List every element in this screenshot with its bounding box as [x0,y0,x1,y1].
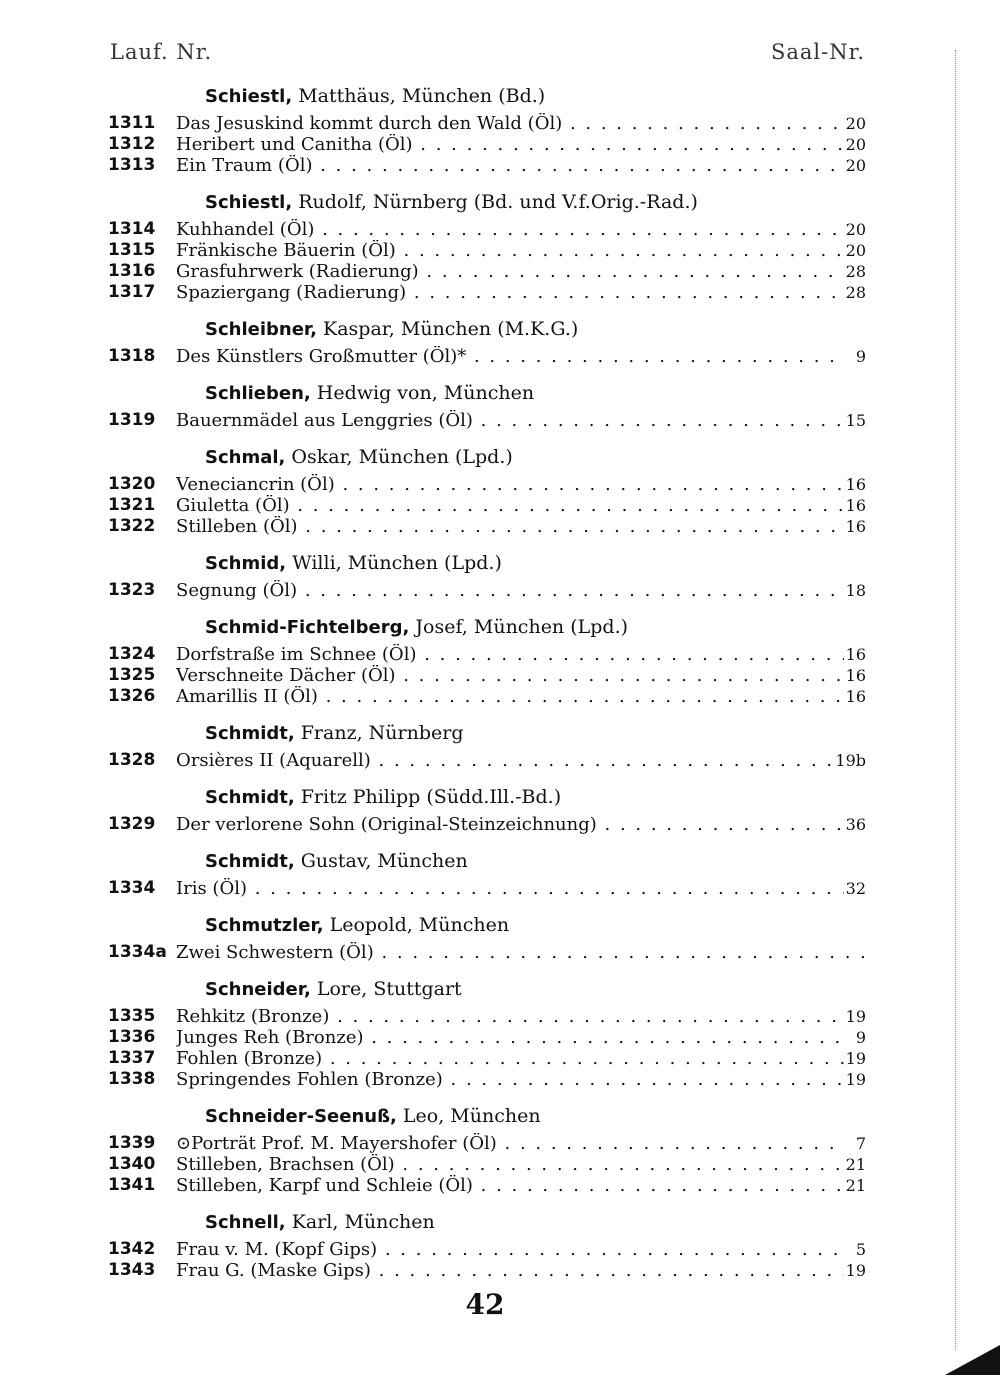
catalog-number: 1334a [108,942,167,962]
artwork-title: Fohlen (Bronze) . . . [176,1048,864,1069]
room-number: 20 [845,114,866,133]
artwork-title: Spaziergang (Radierung) . . . [176,282,864,303]
artist-detail: Lore, Stuttgart [310,978,462,1000]
catalog-number: 1320 [108,474,156,494]
artist-detail: Matthäus, München (Bd.) [292,85,546,107]
catalog-entry [0,878,1000,899]
artist-heading [205,785,1000,810]
artwork-title: Das Jesuskind kommt durch den Wald (Öl) . . . [176,113,864,134]
catalog-number: 1341 [108,1175,156,1195]
artwork-title: Veneciancrin (Öl) . . . [176,474,864,495]
catalog-number: 1311 [108,113,156,133]
catalog-entry [0,1006,1000,1027]
artist-heading [205,84,1000,109]
room-number: 16 [845,645,866,664]
catalog-number: 1340 [108,1154,156,1174]
artist-name: Schneider, [205,979,311,1000]
artist-detail: Leopold, München [323,914,510,936]
artist-heading [205,551,1000,576]
catalog-entry [0,1133,1000,1154]
room-number: 19b [835,751,866,770]
artwork-title: Des Künstlers Großmutter (Öl)* . . . [176,346,864,367]
catalog-number: 1319 [108,410,156,430]
artist-detail: Fritz Philipp (Südd.Ill.-Bd.) [294,786,562,808]
artwork-title: Fränkische Bäuerin (Öl) . . . [176,240,864,261]
page-number: 42 [465,1288,505,1321]
catalog-number: 1339 [108,1133,156,1153]
room-number: 15 [845,411,866,430]
room-number: 20 [845,156,866,175]
scan-edge-mark [955,50,958,1350]
catalog-entry [0,1048,1000,1069]
artist-detail: Gustav, München [294,850,468,872]
artist-heading [205,913,1000,938]
catalog-entry [0,644,1000,665]
room-number: 28 [845,262,866,281]
catalog-number: 1328 [108,750,156,770]
artwork-title: Bauernmädel aus Lenggries (Öl) . . . [176,410,864,431]
room-number: 19 [845,1049,866,1068]
catalog-entry [0,474,1000,495]
room-number: 20 [845,241,866,260]
catalog-entry [0,155,1000,176]
artist-name: Schlieben, [205,383,311,404]
artwork-title: Zwei Schwestern (Öl) . . . [176,942,864,963]
artwork-title: Stilleben, Brachsen (Öl) . . . [176,1154,864,1175]
artist-detail: Hedwig von, München [310,382,535,404]
artwork-title: Rehkitz (Bronze) . . . [176,1006,864,1027]
room-number: 18 [845,581,866,600]
room-number: 19 [845,1007,866,1026]
catalog-entry [0,346,1000,367]
catalog-number: 1326 [108,686,156,706]
artist-name: Schnell, [205,1212,286,1233]
catalog-entry [0,134,1000,155]
artist-heading [205,977,1000,1002]
catalog-listing [0,84,1000,1281]
room-number: 16 [845,496,866,515]
artwork-title: Iris (Öl) . . . [176,878,864,899]
catalog-number: 1325 [108,665,156,685]
page-corner-shadow [945,1345,1000,1375]
room-number: 19 [845,1070,866,1089]
catalog-entry [0,1260,1000,1281]
artist-detail: Willi, München (Lpd.) [286,552,502,574]
catalog-entry [0,580,1000,601]
room-number: 16 [845,475,866,494]
artist-name: Schiestl, [205,86,293,107]
artist-detail: Kaspar, München (M.K.G.) [316,318,579,340]
artist-heading [205,1104,1000,1129]
artwork-title: Der verlorene Sohn (Original-Steinzeichnung) . . . [176,814,864,835]
artwork-title: Grasfuhrwerk (Radierung) . . . [176,261,864,282]
artwork-title: Stilleben, Karpf und Schleie (Öl) . . . [176,1175,864,1196]
artist-detail: Franz, Nürnberg [294,722,464,744]
room-number: 28 [845,283,866,302]
room-number: 16 [845,666,866,685]
catalog-number: 1315 [108,240,156,260]
artist-heading [205,721,1000,746]
artist-heading [205,849,1000,874]
room-number: 36 [845,815,866,834]
catalog-number: 1343 [108,1260,156,1280]
catalog-entry [0,665,1000,686]
artwork-title: Dorfstraße im Schnee (Öl) . . . [176,644,864,665]
artwork-title: Frau G. (Maske Gips) . . . [176,1260,864,1281]
artist-name: Schmidt, [205,787,295,808]
artist-detail: Josef, München (Lpd.) [409,616,629,638]
room-number: 5 [844,1239,866,1260]
catalog-number: 1335 [108,1006,156,1026]
room-number: 20 [845,135,866,154]
artist-heading [205,615,1000,640]
catalog-entry [0,516,1000,537]
room-number: 16 [845,687,866,706]
catalog-number: 1316 [108,261,156,281]
catalog-number: 1337 [108,1048,156,1068]
artist-name: Schneider-Seenuß, [205,1106,397,1127]
catalog-number: 1318 [108,346,156,366]
room-number: 9 [844,1027,866,1048]
room-number-header: Saal-Nr. [770,40,865,64]
room-number: 32 [845,879,866,898]
room-number: 7 [844,1133,866,1154]
artist-name: Schmidt, [205,723,295,744]
artist-detail: Karl, München [285,1211,435,1233]
catalog-entry [0,686,1000,707]
room-number: 9 [844,346,866,367]
artwork-title: Springendes Fohlen (Bronze) . . . [176,1069,864,1090]
catalog-entry [0,1069,1000,1090]
catalog-number: 1334 [108,878,156,898]
artist-heading [205,1210,1000,1235]
artwork-title: Amarillis II (Öl) . . . [176,686,864,707]
catalog-entry [0,814,1000,835]
catalog-entry [0,410,1000,431]
catalog-entry [0,113,1000,134]
catalog-entry [0,1239,1000,1260]
room-number: 21 [845,1176,866,1195]
artist-heading [205,445,1000,470]
artist-name: Schleibner, [205,319,317,340]
running-number-header: Lauf. Nr. [110,40,213,64]
artist-name: Schmal, [205,447,286,468]
artist-name: Schiestl, [205,192,293,213]
catalog-entry [0,240,1000,261]
artwork-title: Verschneite Dächer (Öl) . . . [176,665,864,686]
artist-heading [205,381,1000,406]
artist-heading [205,190,1000,215]
artwork-title: Kuhhandel (Öl) . . . [176,219,864,240]
artwork-title: Segnung (Öl) . . . [176,580,864,601]
catalog-number: 1321 [108,495,156,515]
catalog-number: 1336 [108,1027,156,1047]
artwork-title: Frau v. M. (Kopf Gips) . . . [176,1239,864,1260]
artwork-title: Heribert und Canitha (Öl) . . . [176,134,864,155]
artist-name: Schmid-Fichtelberg, [205,617,410,638]
artist-heading [205,317,1000,342]
catalog-number: 1313 [108,155,156,175]
catalog-number: 1324 [108,644,156,664]
artwork-title: ⊙Porträt Prof. M. Mayershofer (Öl) . . . [176,1133,864,1154]
catalog-number: 1322 [108,516,156,536]
artist-name: Schmutzler, [205,915,324,936]
artist-name: Schmidt, [205,851,295,872]
catalog-entry [0,750,1000,771]
artwork-title: Junges Reh (Bronze) . . . [176,1027,864,1048]
catalog-number: 1317 [108,282,156,302]
catalog-number: 1329 [108,814,156,834]
catalog-entry [0,495,1000,516]
catalog-entry [0,219,1000,240]
catalog-number: 1338 [108,1069,156,1089]
catalog-number: 1314 [108,219,156,239]
catalog-number: 1323 [108,580,156,600]
artist-detail: Rudolf, Nürnberg (Bd. und V.f.Orig.-Rad.) [292,191,698,213]
catalog-entry [0,1175,1000,1196]
artist-detail: Leo, München [396,1105,541,1127]
catalog-entry [0,942,1000,963]
artwork-title: Stilleben (Öl) . . . [176,516,864,537]
catalog-number: 1342 [108,1239,156,1259]
catalog-entry [0,282,1000,303]
room-number: 21 [845,1155,866,1174]
artist-detail: Oskar, München (Lpd.) [285,446,513,468]
artist-name: Schmid, [205,553,287,574]
artwork-title: Giuletta (Öl) . . . [176,495,864,516]
room-number: 20 [845,220,866,239]
catalog-entry [0,1027,1000,1048]
catalog-entry [0,1154,1000,1175]
room-number: 16 [845,517,866,536]
artwork-title: Orsières II (Aquarell) . . . [176,750,864,771]
artwork-title: Ein Traum (Öl) . . . [176,155,864,176]
catalog-number: 1312 [108,134,156,154]
catalog-entry [0,261,1000,282]
room-number: 19 [845,1261,866,1280]
